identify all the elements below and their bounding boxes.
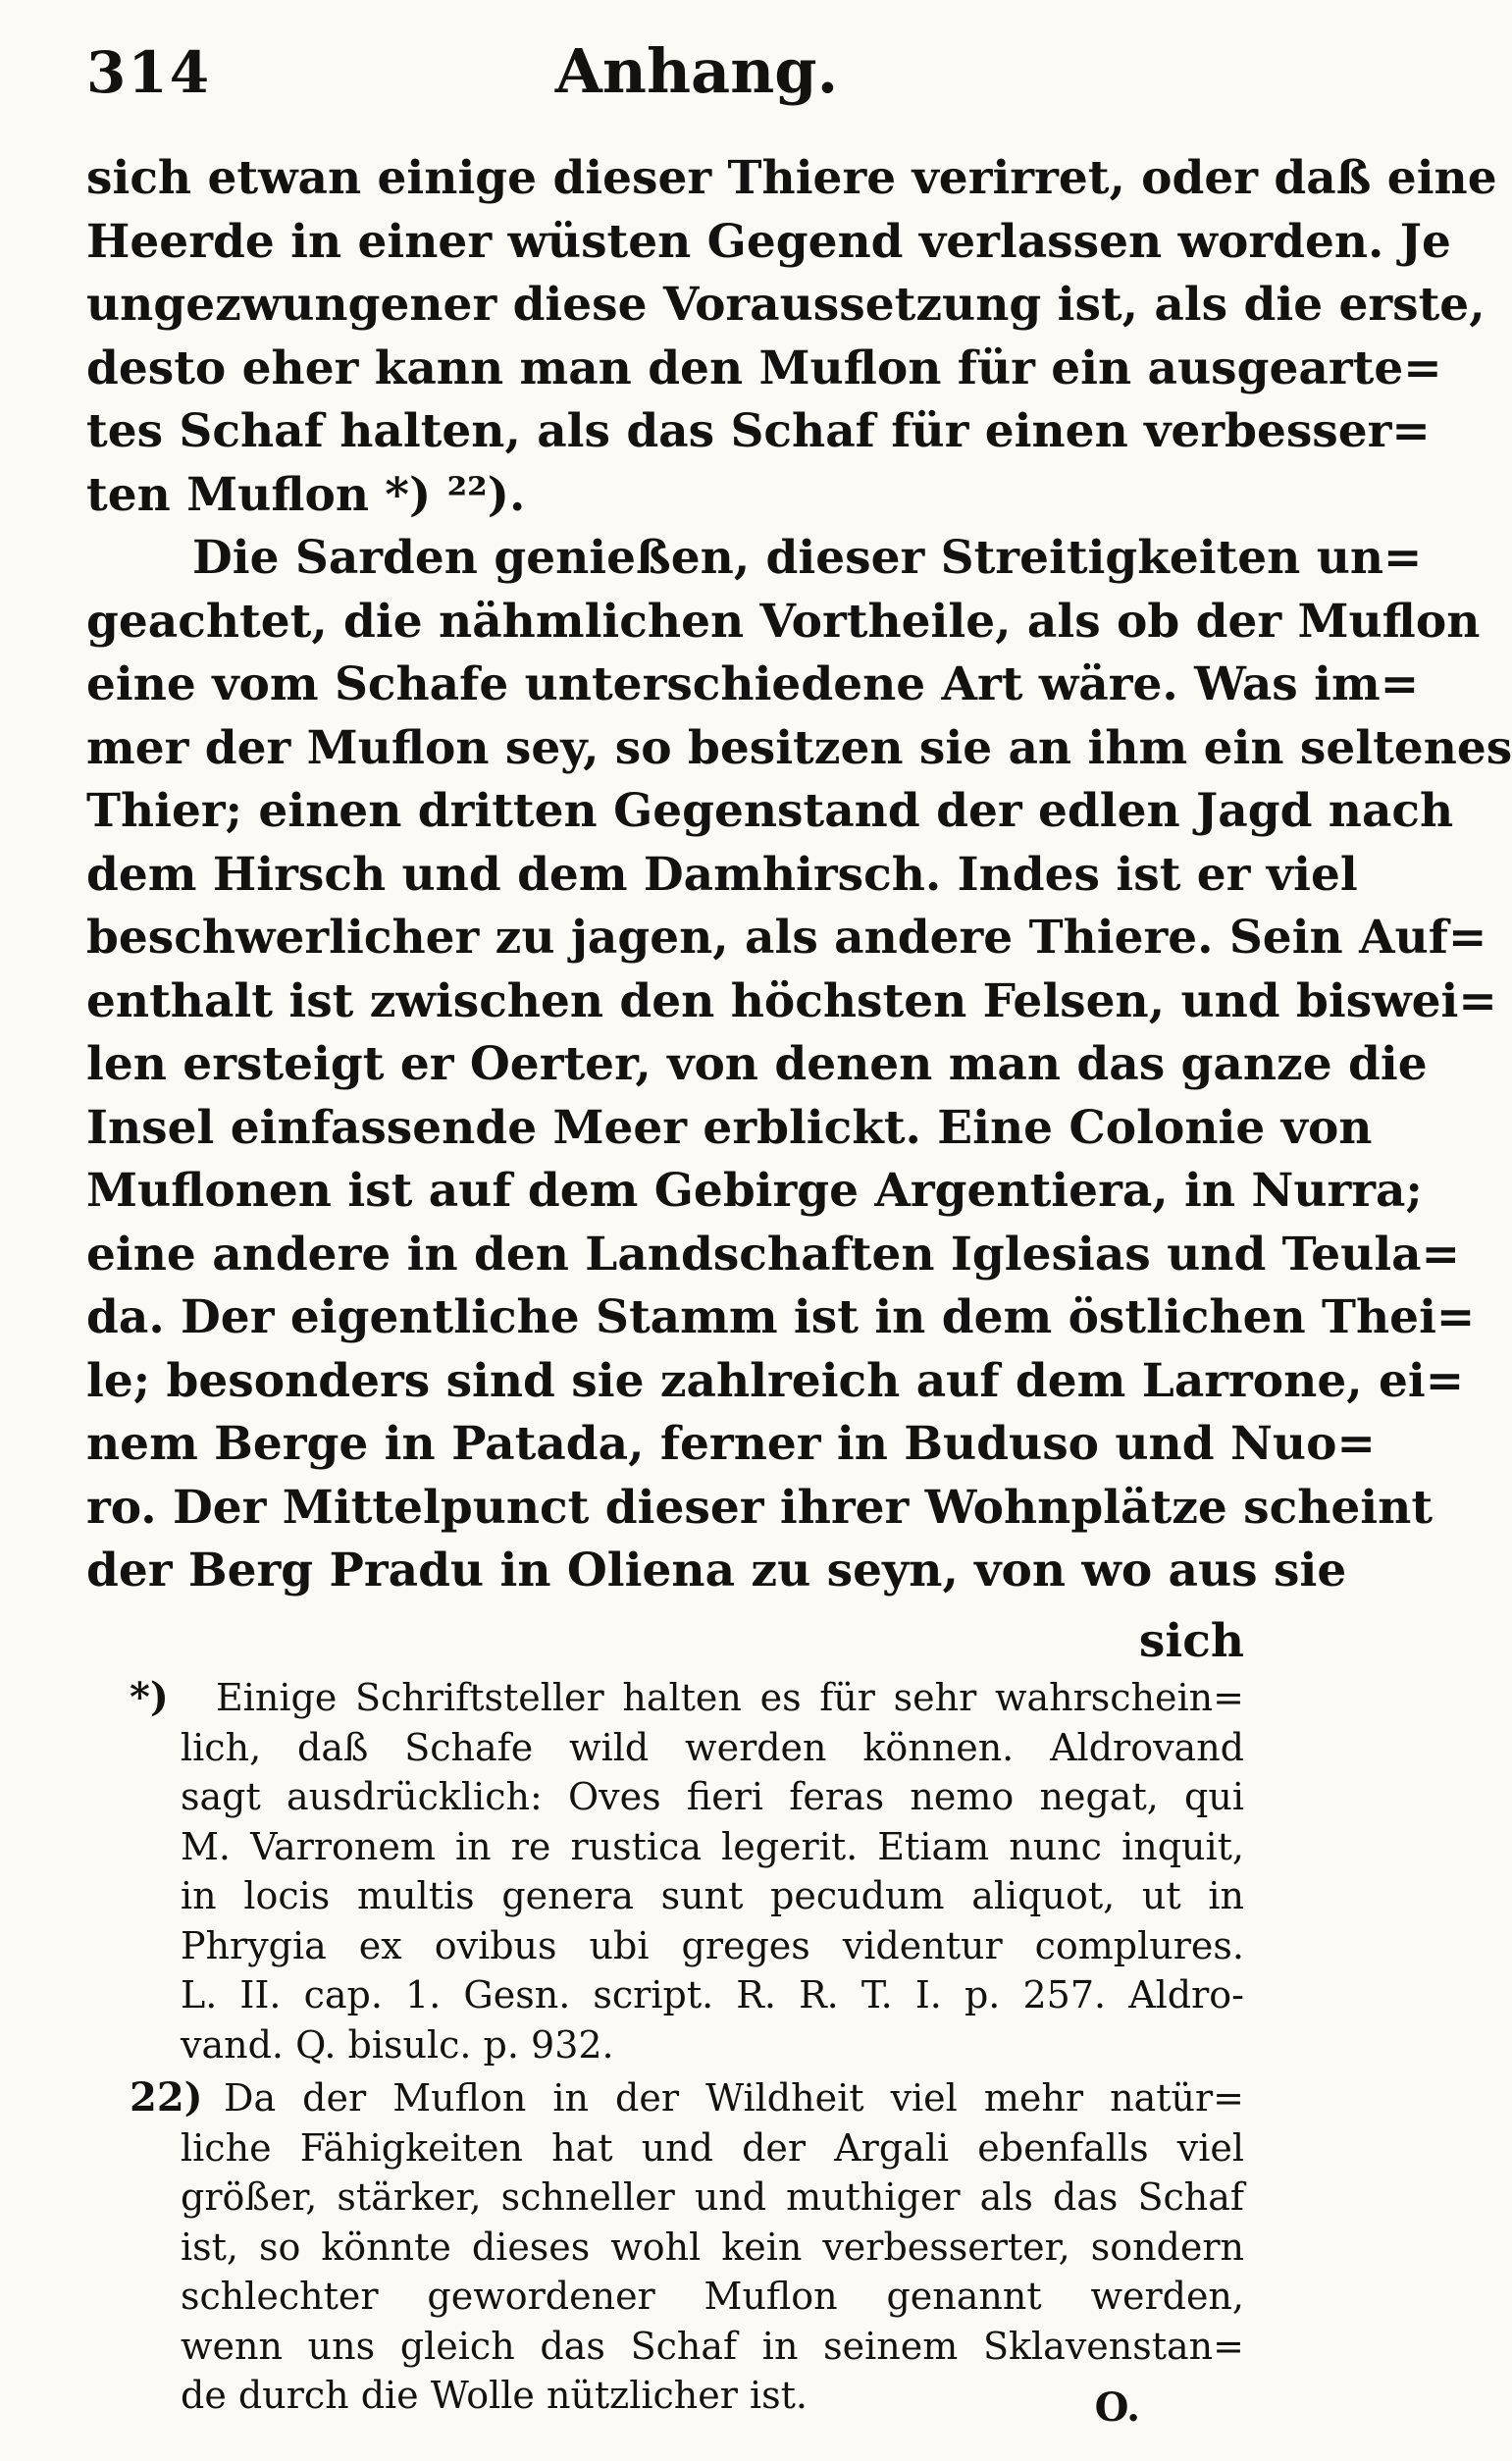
text-line: ro. Der Mittelpunct dieser ihrer Wohnplätze scheint [86, 1480, 1434, 1535]
text-line: enthalt ist zwischen den höchsten Felsen, und biswei= [86, 973, 1497, 1028]
footnote-line: de durch die Wolle nützlicher ist. [181, 2374, 808, 2417]
text-line: ungezwungener diese Voraussetzung ist, als die erste, [86, 278, 1486, 332]
footnote-line: größer, stärker, schneller und muthiger als das Schaf [181, 2175, 1244, 2219]
text-line: beschwerlicher zu jagen, als andere Thiere. Sein Auf= [86, 911, 1487, 965]
text-line: mer der Muflon sey, so besitzen sie an ihm ein seltenes [86, 720, 1512, 775]
footnote-line: Phrygia ex ovibus ubi greges videntur complures. [181, 1923, 1244, 1967]
footnote-line: liche Fähigkeiten hat und der Argali ebenfalls viel [181, 2125, 1244, 2170]
text-line: Insel einfassende Meer erblickt. Eine Colonie von [86, 1100, 1373, 1155]
footnote-line: vand. Q. bisulc. p. 932. [181, 2022, 614, 2067]
main-text [86, 147, 1512, 1603]
footnote-line: Da der Muflon in der Wildheit viel mehr natür= [224, 2076, 1244, 2120]
footnote-line: sagt ausdrücklich: Oves fieri feras nemo negat, qui [181, 1775, 1244, 1818]
footnotes [86, 1673, 1244, 2421]
footnote-line: wenn uns gleich das Schaf in seinem Sklavenstan= [181, 2324, 1244, 2368]
page-header [86, 27, 1248, 116]
footnote-star [86, 1673, 1244, 2069]
text-line: dem Hirsch und dem Damhirsch. Indes ist er viel [86, 847, 1358, 902]
footnote-line: ist, so könnte dieses wohl kein verbesserter, sondern [181, 2225, 1244, 2269]
catchword: sich [1138, 1614, 1244, 1668]
footnote-marker: 22) [130, 2074, 203, 2121]
footnote-line: in locis multis genera sunt pecudum aliquot, ut in [181, 1874, 1244, 1917]
text-line: geachtet, die nähmlichen Vortheile, als ob der Muflon [86, 594, 1481, 649]
text-line: nem Berge in Patada, ferner in Buduso und Nuo= [86, 1417, 1376, 1471]
footnote-22 [86, 2073, 1244, 2421]
text-line: le; besonders sind sie zahlreich auf dem Larrone, ei= [86, 1353, 1465, 1408]
footnote-line: M. Varronem in re rustica legerit. Etiam nunc inquit, [181, 1824, 1244, 1868]
page-number: 314 [86, 39, 212, 106]
text-line: desto eher kann man den Muflon für ein ausgearte= [86, 340, 1442, 395]
text-line: tes Schaf halten, als das Schaf für einen verbesser= [86, 404, 1431, 458]
text-line: da. Der eigentliche Stamm ist in dem östlichen Thei= [86, 1290, 1476, 1344]
footnote-line: schlechter gewordener Muflon genannt werden, [181, 2275, 1244, 2318]
text-line: der Berg Pradu in Oliena zu seyn, von wo aus sie [86, 1544, 1347, 1597]
text-line: eine andere in den Landschaften Iglesias und Teula= [86, 1227, 1461, 1282]
text-line: Heerde in einer wüsten Gegend verlassen worden. Je [86, 214, 1451, 269]
text-line: sich etwan einige dieser Thiere verirret, oder daß eine [86, 151, 1497, 205]
footnote-line: Einige Schriftsteller halten es für sehr wahrschein= [216, 1676, 1244, 1719]
text-line: Muflonen ist auf dem Gebirge Argentiera, in Nurra; [86, 1164, 1423, 1218]
text-line: Die Sarden genießen, dieser Streitigkeiten un= [192, 531, 1423, 585]
signature: O. [1094, 2384, 1140, 2431]
text-line: eine vom Schafe unterschiedene Art wäre. Was im= [86, 657, 1420, 711]
text-line: Thier; einen dritten Gegenstand der edlen Jagd nach [86, 784, 1454, 838]
running-head: Anhang. [554, 35, 839, 107]
text-line: len ersteigt er Oerter, von denen man das ganze die [86, 1037, 1428, 1091]
footnote-marker: *) [130, 1674, 169, 1720]
footnote-line: lich, daß Schafe wild werden können. Aldrovand [181, 1725, 1244, 1769]
text-line: ten Muflon *) ²²). [86, 467, 526, 522]
footnote-line: L. II. cap. 1. Gesn. script. R. R. T. I. p. 257. Aldro- [181, 1973, 1244, 2016]
